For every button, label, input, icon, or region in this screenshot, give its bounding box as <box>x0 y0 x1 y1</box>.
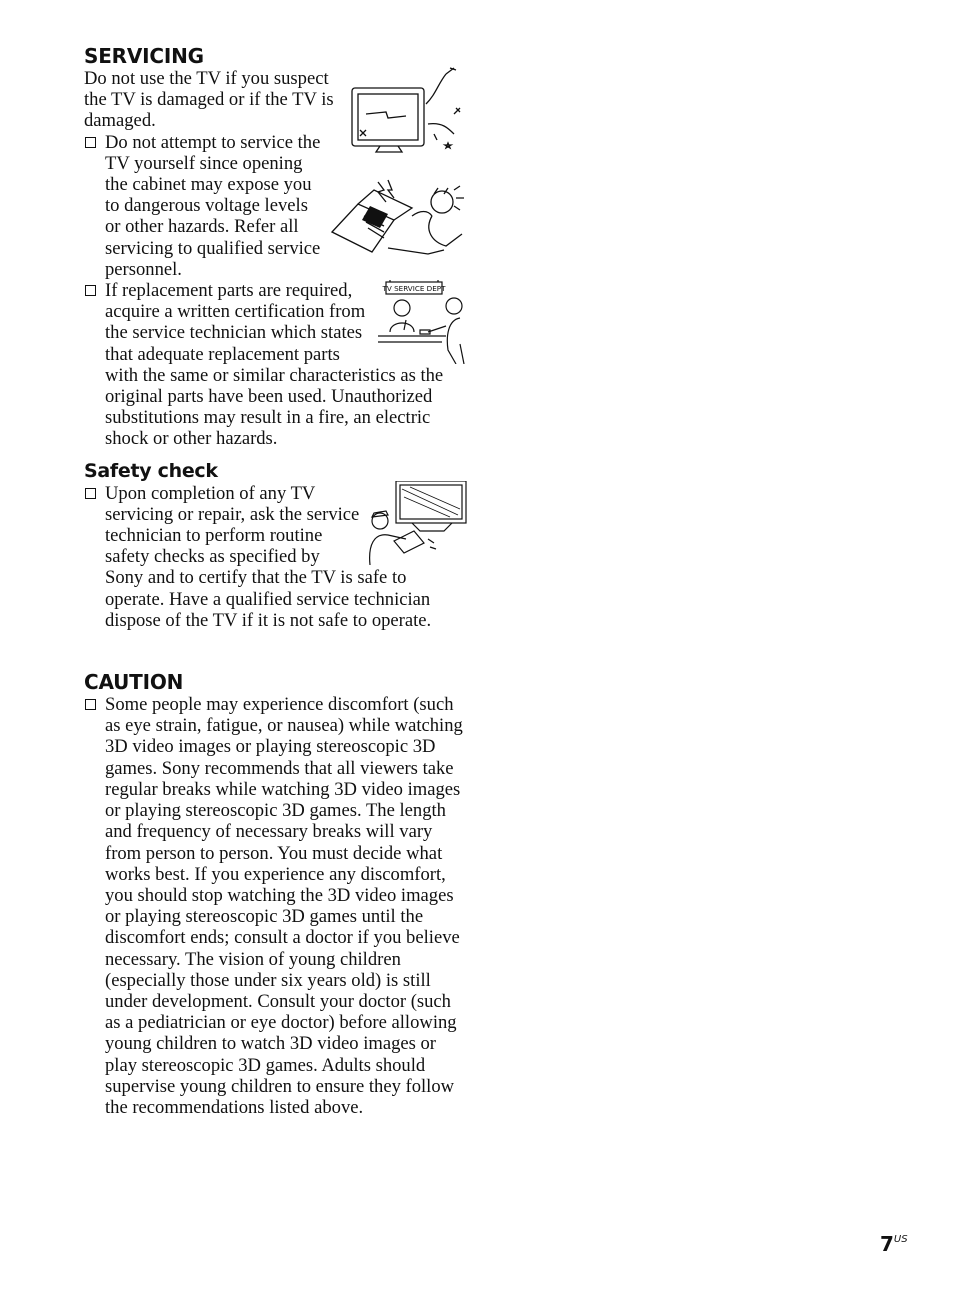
page-number-value: 7 <box>880 1232 894 1256</box>
checkbox-square-icon <box>85 137 96 148</box>
checkbox-square-icon <box>85 699 96 710</box>
page-number <box>880 1232 908 1256</box>
safety-check-heading: Safety check <box>84 459 218 482</box>
safety-check-item-1 <box>84 483 464 631</box>
caution-item-1 <box>84 694 464 1118</box>
servicing-item-2-text: If replacement parts are required, acquire a written certification from the service technician which states that adequate replacement parts with the same or similar characteristics as the original parts have been used. Unauthorized substitutions may result in a fire, an electric shock or other hazards. <box>105 280 444 450</box>
caution-item-1-text: Some people may experience discomfort (such as eye strain, fatigue, or nausea) while watching 3D video images or playing stereoscopic 3D games. Sony recommends that all viewers take regular breaks while watching 3D video images or playing stereoscopic 3D games. The length and frequency of necessary breaks will vary from person to person. You must decide what works best. If you experience any discomfort, you should stop watching the 3D video images or playing stereoscopic 3D games until the discomfort ends; consult a doctor if you believe necessary. The vision of young children (especially those under six years old) is still under development. Consult your doctor (such as a pediatrician or eye doctor) before allowing young children to watch 3D video images or play stereoscopic 3D games. Adults should supervise young children to ensure they follow the recommendations listed above. <box>105 694 463 1118</box>
servicing-item-2 <box>84 280 464 450</box>
content-column <box>84 44 464 1118</box>
safety-check-item-1-text: Upon completion of any TV servicing or repair, ask the service technician to perform routine safety checks as specified by Sony and to certify that the TV is safe to operate. Have a qualified service technician dispose of the TV if it is not safe to operate. <box>105 482 432 631</box>
caution-heading: CAUTION <box>84 670 184 695</box>
servicing-heading: SERVICING <box>84 44 204 68</box>
servicing-item-1-text: Do not attempt to service the TV yourself since opening the cabinet may expose you to dangerous voltage levels or other hazards. Refer all servicing to qualified service personnel. <box>105 131 321 280</box>
service-dept-sign: TV SERVICE DEPT <box>382 284 446 294</box>
servicing-intro: Do not use the TV if you suspect the TV is damaged or if the TV is damaged. <box>84 68 334 132</box>
checkbox-square-icon <box>85 285 96 296</box>
checkbox-square-icon <box>85 488 96 499</box>
page-number-suffix: US <box>893 1234 908 1245</box>
servicing-item-1 <box>84 132 464 280</box>
